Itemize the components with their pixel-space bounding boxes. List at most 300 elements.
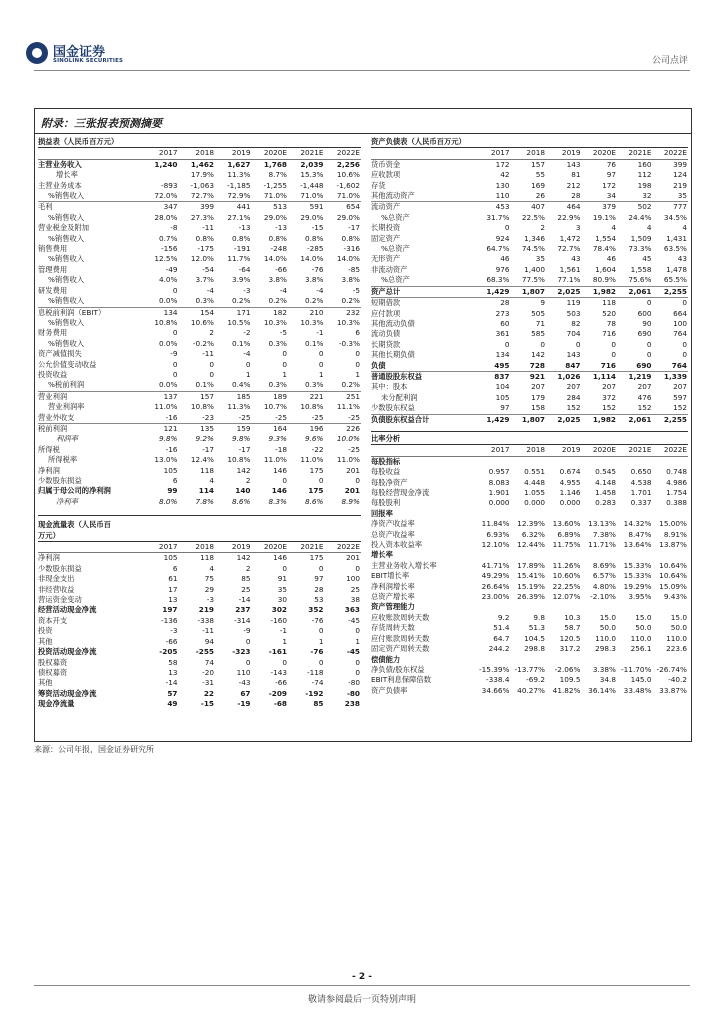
- row-label: 每股股利: [371, 498, 401, 508]
- row-value: 273: [495, 308, 510, 318]
- row-value: 26: [511, 191, 547, 202]
- row-value: 3.95%: [628, 592, 652, 602]
- row-value: 654: [346, 202, 360, 212]
- table-row: [38, 678, 361, 688]
- row-value: -5: [352, 285, 360, 295]
- row-value: 7.38%: [592, 529, 616, 539]
- row-value: 22.9%: [557, 212, 581, 222]
- row-value: 1,554: [595, 233, 616, 243]
- row-value: -205: [159, 647, 178, 657]
- source-note: 来源：公司年报，国金证券研究所: [34, 745, 154, 754]
- row-value: 0: [355, 349, 360, 359]
- row-value: 0.388: [666, 498, 687, 508]
- row-value: 837: [494, 371, 510, 381]
- row-value: 6: [172, 563, 178, 573]
- row-value: 0.650: [630, 467, 652, 477]
- row-value: 12.5%: [154, 254, 178, 264]
- row-value: 76: [606, 159, 616, 169]
- row-label: 公允价值变动收益: [38, 359, 97, 369]
- row-value: 399: [200, 202, 214, 212]
- row-value: 0.1%: [179, 380, 216, 391]
- row-value: 11.1%: [336, 402, 360, 412]
- row-label: 净负债/股东权益: [371, 664, 425, 674]
- row-label: %销售收入: [38, 191, 142, 202]
- row-label: %销售收入: [48, 338, 85, 348]
- table-row: [38, 423, 361, 434]
- row-value: 690: [637, 329, 652, 339]
- row-value: 19.29%: [623, 581, 652, 591]
- row-value: 201: [346, 553, 360, 563]
- row-value: 49: [167, 699, 178, 709]
- row-value: 3.7%: [195, 275, 214, 285]
- row-value: 0: [245, 359, 251, 369]
- table-row: [371, 634, 688, 644]
- row-value: 777: [673, 202, 687, 212]
- row-value: 10.3: [564, 612, 581, 622]
- row-value: 0.2%: [325, 380, 362, 391]
- row-value: 134: [495, 350, 510, 360]
- row-value: 2,061: [617, 286, 653, 297]
- row-value: 0: [355, 667, 360, 677]
- ratio-group-title: 增长率: [371, 550, 393, 560]
- row-value: 12.39%: [517, 519, 545, 529]
- table-row: [371, 319, 688, 329]
- row-value: 591: [309, 202, 324, 212]
- table-row: [371, 478, 688, 488]
- row-value: 0.8%: [268, 233, 287, 243]
- row-value: 15.0: [635, 612, 652, 622]
- row-value: 164: [273, 423, 287, 433]
- table-row: [38, 318, 361, 328]
- row-value: 34.5%: [663, 212, 687, 222]
- row-value: 3.8%: [268, 275, 287, 285]
- year-header-spacer: [38, 148, 142, 159]
- row-value: 0: [646, 350, 652, 360]
- row-value: -11: [202, 349, 214, 359]
- cashflow-title: 现金流量表（人民币百: [38, 520, 111, 530]
- row-value: 664: [673, 308, 687, 318]
- row-value: 31.7%: [486, 212, 510, 222]
- row-value: 716: [582, 361, 618, 372]
- row-value: 0: [282, 657, 287, 667]
- row-value: -4: [279, 285, 287, 295]
- row-value: 13.0%: [154, 455, 178, 465]
- table-row: [371, 382, 688, 392]
- row-value: 10.8%: [190, 402, 214, 412]
- row-value: 0.3%: [252, 380, 289, 391]
- row-value: 0.1%: [231, 338, 251, 348]
- row-value: 2: [245, 476, 251, 485]
- row-value: 169: [531, 180, 545, 190]
- row-value: 80.9%: [582, 275, 618, 286]
- row-value: -2: [243, 328, 251, 338]
- row-value: -118: [306, 667, 324, 677]
- row-label: 存货: [371, 180, 386, 190]
- row-value: 99: [167, 486, 178, 496]
- row-value: 0: [682, 298, 687, 308]
- row-value: -1: [316, 328, 324, 338]
- row-value: -85: [348, 264, 360, 274]
- year-header: 2020E: [582, 445, 618, 456]
- row-value: 36.14%: [588, 685, 616, 695]
- row-value: -64: [238, 264, 251, 274]
- row-value: 10.3%: [336, 317, 360, 327]
- row-value: 71: [535, 318, 545, 328]
- row-label: EBIT利息保障倍数: [371, 675, 432, 685]
- row-value: 26.39%: [517, 592, 545, 602]
- table-row: [38, 486, 361, 496]
- row-value: 143: [566, 159, 581, 169]
- row-value: -143: [270, 667, 287, 677]
- year-header: 2017: [475, 148, 511, 159]
- table-row: [38, 699, 361, 709]
- row-value: 3.8%: [304, 275, 324, 285]
- row-value: 201: [344, 486, 360, 496]
- row-label: %销售收入: [48, 254, 85, 264]
- row-value: 11.26%: [552, 560, 581, 570]
- row-value: 0.674: [559, 467, 581, 477]
- row-value: 152: [617, 403, 653, 414]
- row-value: 1,807: [511, 286, 547, 297]
- year-header: 2022E: [653, 148, 689, 159]
- row-value: 158: [511, 403, 547, 414]
- row-value: 1,346: [524, 233, 545, 243]
- row-value: 212: [566, 180, 581, 190]
- table-row: [371, 371, 688, 382]
- row-value: -66: [275, 264, 287, 274]
- row-value: -66: [275, 678, 287, 688]
- row-value: 9.8%: [231, 434, 251, 444]
- row-value: 0: [318, 626, 324, 636]
- table-row: [371, 234, 688, 244]
- row-value: 0.283: [595, 498, 616, 508]
- row-value: 110: [475, 191, 511, 202]
- row-value: 71.0%: [325, 191, 362, 202]
- row-value: 976: [495, 264, 510, 274]
- row-label: 存货周转天数: [371, 623, 415, 633]
- row-value: 72.7%: [557, 244, 581, 254]
- table-row: [38, 296, 361, 307]
- row-value: 0: [245, 636, 251, 646]
- row-value: 728: [511, 361, 547, 372]
- row-value: 35: [535, 254, 545, 264]
- row-value: [142, 170, 179, 180]
- cashflow-statement-table: [38, 520, 361, 709]
- row-value: -14: [238, 595, 251, 605]
- row-value: -1,063: [190, 180, 214, 190]
- row-label: 资本开支: [38, 615, 68, 625]
- row-value: 0: [646, 298, 652, 308]
- row-value: 505: [531, 308, 545, 318]
- row-value: 154: [200, 307, 214, 317]
- row-value: 0: [682, 350, 687, 360]
- table-row: [38, 328, 361, 338]
- row-value: -161: [268, 647, 287, 657]
- row-value: 50.0: [635, 623, 652, 633]
- row-value: 179: [531, 392, 545, 402]
- row-value: 152: [653, 403, 689, 414]
- row-value: 298.3: [595, 644, 616, 654]
- row-value: 1,431: [666, 233, 687, 243]
- row-label: 所得税: [38, 444, 60, 454]
- row-value: 8.47%: [628, 529, 652, 539]
- table-row: [38, 402, 361, 412]
- row-value: 0: [504, 223, 510, 233]
- row-value: 0: [540, 339, 545, 349]
- row-value: 109.5: [559, 675, 581, 685]
- row-value: 110.0: [630, 633, 652, 643]
- table-row: [38, 275, 361, 285]
- row-value: 226: [346, 423, 360, 433]
- table-row: [38, 658, 361, 668]
- row-value: 27.1%: [227, 212, 251, 222]
- row-value: 77.1%: [546, 275, 582, 286]
- row-value: 60: [500, 318, 510, 328]
- row-label: 每股收益: [371, 467, 401, 477]
- row-value: 0: [209, 369, 214, 379]
- table-row: [38, 307, 361, 318]
- row-value: 118: [602, 298, 616, 308]
- row-value: 157: [200, 391, 214, 401]
- row-value: 495: [475, 361, 511, 372]
- row-value: 0.3%: [179, 296, 216, 307]
- row-label: 固定资产: [371, 233, 401, 243]
- row-value: 15.33%: [623, 571, 652, 581]
- row-value: -338: [197, 615, 214, 625]
- row-value: 363: [344, 605, 360, 615]
- table-row: [38, 647, 361, 657]
- row-value: 4.538: [630, 477, 652, 487]
- year-header: 2020E: [582, 148, 618, 159]
- table-row: [38, 689, 361, 699]
- table-row: [38, 466, 361, 476]
- company-name-cn: 国金证券: [53, 45, 106, 60]
- row-value: 1,429: [475, 286, 511, 297]
- row-value: 32: [617, 191, 653, 202]
- row-value: 2,256: [336, 159, 360, 169]
- row-value: 25: [241, 584, 251, 594]
- row-value: -4: [243, 349, 251, 359]
- row-value: 1,478: [666, 264, 687, 274]
- row-value: 0.000: [488, 498, 510, 508]
- row-value: 118: [200, 465, 214, 475]
- row-label: %总资产: [371, 275, 475, 286]
- row-value: 11.71%: [588, 540, 616, 550]
- row-value: 1.458: [595, 488, 616, 497]
- year-header: 2022E: [325, 542, 362, 553]
- row-value: 704: [566, 329, 581, 339]
- row-value: 146: [271, 486, 287, 496]
- row-value: -23: [179, 413, 216, 424]
- row-value: 0.748: [666, 467, 687, 477]
- row-value: -5: [279, 328, 287, 338]
- row-value: 146: [273, 553, 287, 563]
- row-value: 46: [500, 254, 510, 264]
- row-value: 9.8%: [158, 434, 178, 444]
- row-value: -76: [311, 615, 324, 625]
- row-value: 135: [200, 423, 214, 433]
- row-value: -4: [206, 285, 214, 295]
- table-row: [371, 498, 688, 508]
- row-value: 9.8: [533, 612, 545, 622]
- row-value: 0.3%: [288, 380, 325, 391]
- row-value: 15.09%: [659, 581, 687, 591]
- row-value: 71.0%: [288, 191, 325, 202]
- row-label: 增长率: [56, 170, 78, 180]
- table-row: [371, 686, 688, 696]
- row-value: 134: [163, 307, 178, 317]
- table-row: [371, 530, 688, 540]
- row-value: -8: [170, 223, 178, 233]
- row-value: 64.7%: [486, 244, 510, 254]
- row-value: -191: [233, 244, 251, 254]
- row-value: 1,339: [663, 371, 687, 381]
- row-value: -3: [243, 285, 251, 295]
- row-label: 固定资产周转天数: [371, 644, 430, 654]
- row-value: 4: [209, 563, 214, 573]
- row-label: 长期贷款: [371, 339, 401, 349]
- row-value: 97: [475, 403, 511, 414]
- row-value: 0: [282, 563, 287, 573]
- table-row: [38, 553, 361, 564]
- row-value: 2,039: [300, 159, 324, 169]
- row-value: 12.4%: [190, 455, 214, 465]
- table-row: [371, 403, 688, 414]
- row-value: 585: [531, 329, 545, 339]
- row-value: -19: [237, 699, 251, 709]
- year-header: 2021E: [617, 148, 653, 159]
- row-value: 159: [236, 423, 251, 433]
- row-value: 317.2: [559, 644, 581, 654]
- row-value: 9.2%: [195, 434, 214, 444]
- table-row: [371, 571, 688, 581]
- ratio-analysis-title: 比率分析: [371, 434, 688, 445]
- row-value: 140: [235, 486, 251, 496]
- table-row: [38, 170, 361, 180]
- row-value: 11.7%: [227, 254, 251, 264]
- row-value: -285: [306, 244, 324, 254]
- row-value: 201: [346, 465, 360, 475]
- row-label: 营运资金变动: [38, 595, 82, 605]
- row-value: -45: [348, 615, 360, 625]
- row-value: 219: [198, 605, 214, 615]
- row-value: 1: [355, 369, 360, 379]
- row-value: 14.0%: [300, 254, 324, 264]
- row-label: 投资: [38, 626, 53, 636]
- row-label: %销售收入: [48, 275, 85, 285]
- right-column: [371, 137, 688, 696]
- table-row: [371, 159, 688, 170]
- row-value: 921: [529, 371, 545, 381]
- row-value: -15.39%: [479, 664, 510, 674]
- row-value: 72.9%: [215, 191, 252, 202]
- row-value: 1.754: [666, 488, 687, 497]
- row-label: 营业税金及附加: [38, 223, 90, 233]
- row-label: 长期投资: [371, 223, 401, 233]
- row-value: 0: [355, 359, 360, 369]
- row-value: 105: [163, 553, 178, 563]
- year-header-spacer: [38, 542, 142, 553]
- row-value: 690: [617, 361, 653, 372]
- row-value: 0: [318, 349, 324, 359]
- row-value: 105: [163, 465, 178, 475]
- row-value: 2,255: [663, 414, 687, 424]
- table-row: [371, 286, 688, 297]
- year-header: 2019: [215, 542, 252, 553]
- row-value: 72.0%: [142, 191, 179, 202]
- row-value: 29: [204, 584, 214, 594]
- row-value: 28: [500, 298, 510, 308]
- row-value: 1,114: [592, 371, 616, 381]
- row-value: 9.3%: [268, 434, 287, 444]
- row-value: 716: [602, 329, 616, 339]
- row-label: 净资产收益率: [371, 519, 415, 529]
- row-value: 64.7: [493, 633, 510, 643]
- row-value: 0.337: [630, 498, 652, 508]
- row-value: -4: [316, 285, 324, 295]
- row-value: 10.8%: [227, 455, 251, 465]
- table-row: [371, 414, 688, 425]
- row-label: 主营业务收入: [38, 159, 82, 169]
- row-value: 14.32%: [623, 519, 652, 529]
- table-row: [38, 585, 361, 595]
- table-row: [371, 613, 688, 623]
- row-value: -136: [160, 615, 178, 625]
- row-value: 110.0: [666, 633, 687, 643]
- row-value: 14.0%: [263, 254, 287, 264]
- company-logo: [26, 41, 136, 69]
- row-label: 总资产收益率: [371, 529, 415, 539]
- row-value: 0: [355, 626, 360, 636]
- row-value: 85: [313, 699, 324, 709]
- row-value: -43: [238, 678, 251, 688]
- year-header-row: [38, 148, 361, 159]
- cashflow-title-cont: 万元）: [38, 531, 361, 542]
- row-value: -25: [325, 413, 362, 424]
- row-value: 1,982: [582, 286, 618, 297]
- table-row: [371, 265, 688, 275]
- row-value: 207: [602, 382, 616, 392]
- row-value: 13.87%: [659, 540, 687, 550]
- table-row: [38, 202, 361, 213]
- row-value: 1,982: [592, 414, 616, 424]
- row-value: 13: [168, 667, 178, 677]
- row-value: 55: [535, 170, 545, 180]
- table-row: [38, 595, 361, 605]
- row-value: 210: [309, 307, 324, 317]
- row-label: 筹资活动现金净流: [38, 688, 97, 698]
- row-value: 11.0%: [300, 455, 324, 465]
- row-value: -893: [160, 180, 178, 190]
- row-value: 152: [582, 403, 618, 414]
- table-title-row: [38, 531, 361, 542]
- row-value: 764: [653, 361, 689, 372]
- row-label: 经营活动现金净流: [38, 605, 97, 615]
- row-label: 总资产增长率: [371, 592, 415, 602]
- row-label: %总资产: [381, 244, 410, 254]
- table-row: [38, 254, 361, 264]
- table-row: [38, 605, 361, 615]
- row-value: 10.7%: [263, 402, 287, 412]
- row-label: 每股经营现金净流: [371, 488, 430, 497]
- year-header: 2017: [475, 445, 511, 456]
- row-value: 256.1: [630, 644, 652, 654]
- row-value: 185: [236, 391, 251, 401]
- row-value: 0: [318, 359, 324, 369]
- row-value: -314: [233, 615, 251, 625]
- row-value: -80: [348, 678, 360, 688]
- row-label: 应收款项: [371, 170, 401, 180]
